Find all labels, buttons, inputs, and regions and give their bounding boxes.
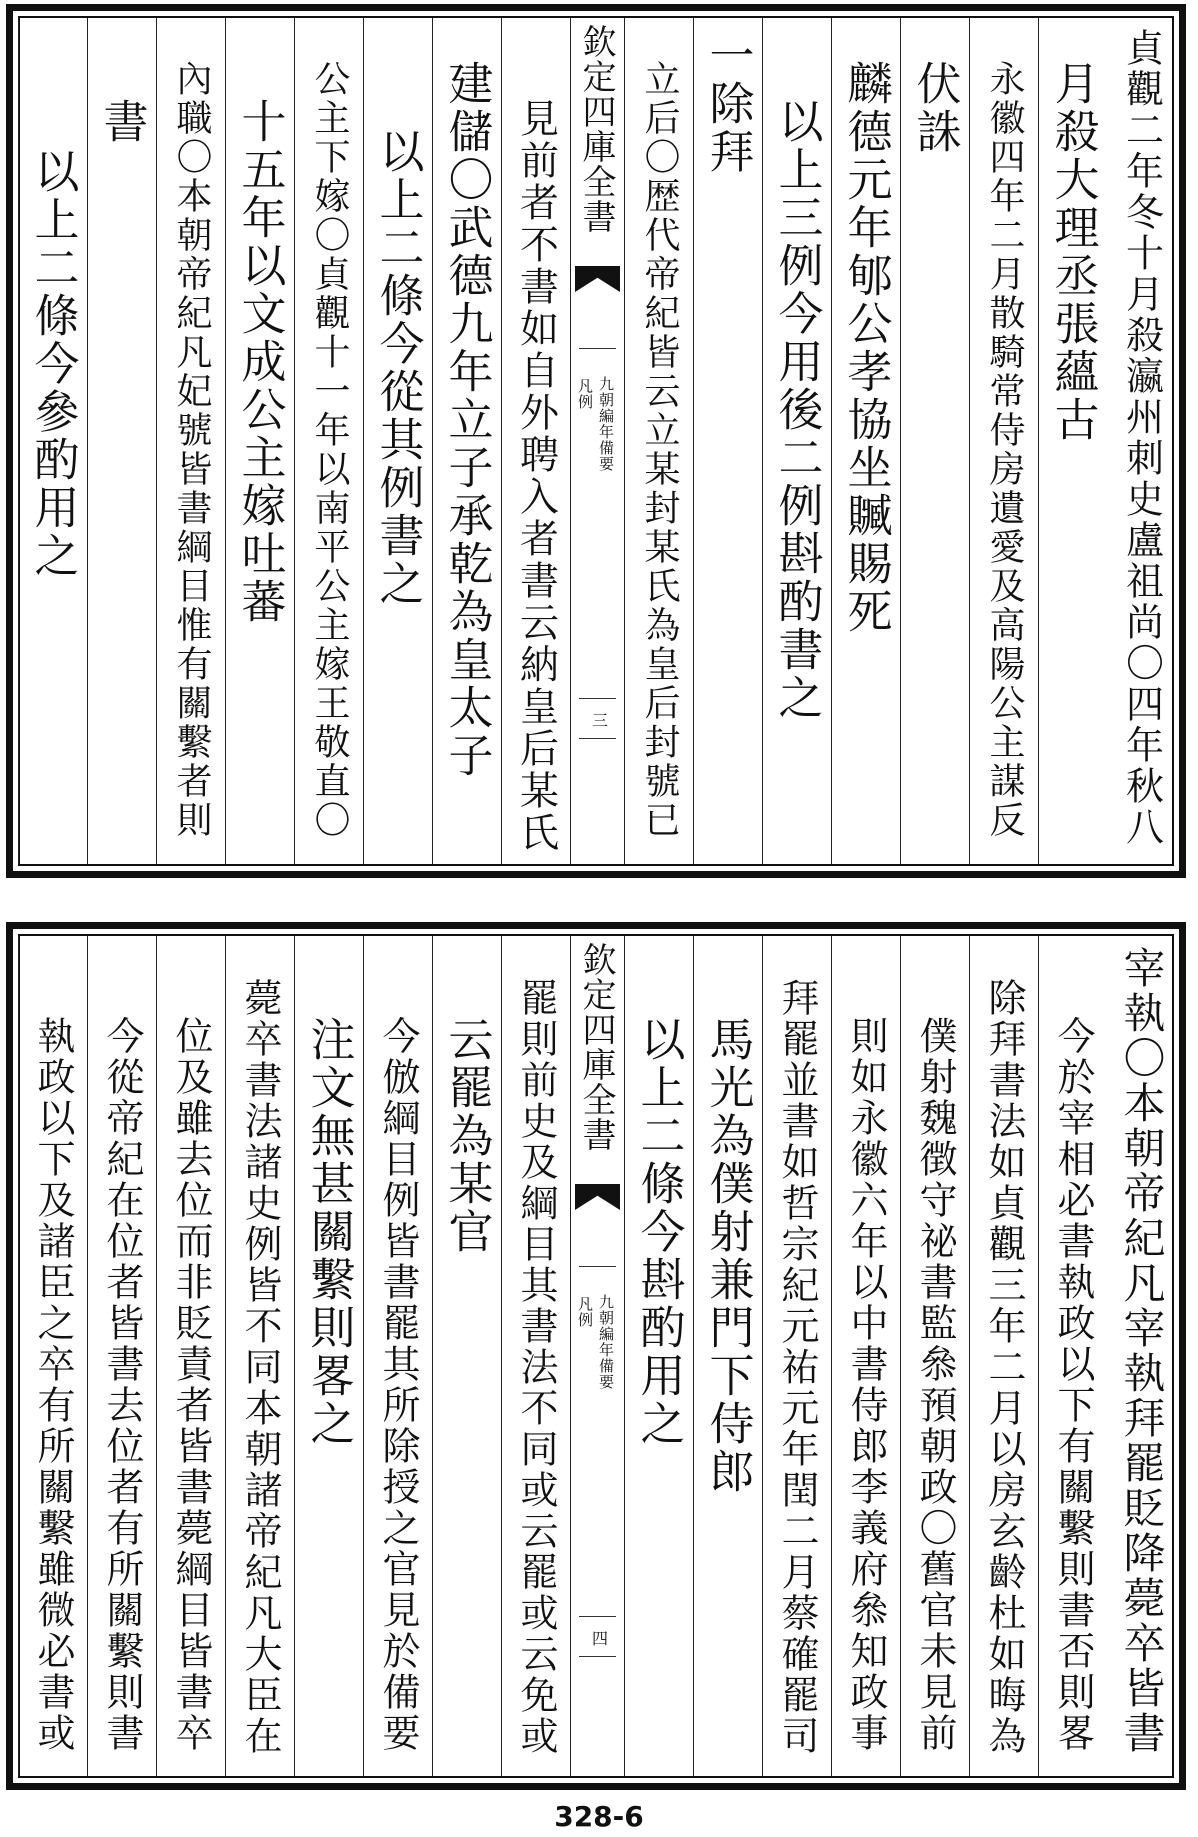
text-column (969, 18, 1038, 864)
fold-line (579, 1656, 616, 1657)
fold-line (579, 348, 616, 349)
text-column (900, 936, 969, 1776)
column-text: 建儲〇武德九年立子承乾為皇太子 (440, 60, 494, 780)
column-text: 內職〇本朝帝紀凡妃號皆書綱目惟有關繫者則 (171, 60, 212, 840)
column-text: 立后〇歴代帝紀皆云立某封某氏為皇后封號已 (639, 60, 680, 840)
footer-page-code: 328-6 (554, 1800, 644, 1833)
fold-line (579, 698, 616, 699)
column-text: 公主下嫁〇貞觀十一年以南平公主嫁王敬直〇 (309, 60, 350, 840)
text-column (1107, 18, 1176, 864)
top-page (6, 4, 1186, 878)
center-fold (570, 936, 624, 1776)
book-title: 欽定四庫全書 (576, 24, 616, 234)
bottom-page (6, 922, 1186, 1790)
text-column (501, 18, 570, 864)
page-number: 三 (592, 711, 609, 730)
top-page-frame (18, 16, 1174, 866)
text-column (624, 936, 693, 1776)
column-text: 以上二條今斟酌用之 (632, 1016, 686, 1448)
column-text: 云罷為某官 (440, 1016, 494, 1256)
text-column (225, 18, 294, 864)
fish-tail-mark (575, 1184, 620, 1210)
column-text: 拜罷並書如哲宗紀元祐元年閏二月蔡確罷司 (775, 978, 819, 1757)
text-column (363, 18, 432, 864)
fold-line (579, 1616, 616, 1617)
column-text: 宰執〇本朝帝紀凡宰執拜罷貶降薨卒皆書 (1117, 946, 1167, 1756)
column-text: 今從帝紀在位者皆書去位者有所關繫則書 (100, 1016, 144, 1754)
column-text: 位及雖去位而非貶責者皆書薨綱目皆書卒 (169, 1016, 213, 1754)
column-text: 僕射魏徴守祕書監叅預朝政〇舊官未見前 (913, 1016, 957, 1754)
text-column (18, 936, 87, 1776)
text-column (831, 936, 900, 1776)
text-column (762, 936, 831, 1776)
text-column (294, 936, 363, 1776)
text-column (156, 18, 225, 864)
text-column (693, 18, 762, 864)
column-text: 以上三例今用後二例斟酌書之 (770, 98, 824, 722)
column-text: 一除拜 (701, 32, 755, 176)
fold-line (579, 738, 616, 739)
text-column (225, 936, 294, 1776)
text-column (900, 18, 969, 864)
column-text: 以上二條今參酌用之 (26, 148, 80, 580)
text-column (762, 18, 831, 864)
column-text: 伏誅 (908, 60, 962, 156)
text-column (624, 18, 693, 864)
bottom-page-frame (18, 934, 1174, 1778)
book-title: 欽定四庫全書 (576, 942, 616, 1152)
text-column (18, 18, 87, 864)
fold-line (579, 1266, 616, 1267)
text-column (969, 936, 1038, 1776)
text-column (1107, 936, 1176, 1776)
section-name: 凡例 (576, 1296, 594, 1328)
column-text: 永徽四年二月散騎常侍房遺愛及高陽公主謀反 (984, 60, 1025, 840)
book-name: 九朝編年備要 (597, 376, 615, 472)
column-text: 十五年以文成公主嫁吐蕃 (233, 98, 287, 626)
text-column (87, 18, 156, 864)
column-text: 今於宰相必書執政以下有關繫則書否則畧 (1051, 1016, 1095, 1754)
text-column (831, 18, 900, 864)
section-name: 凡例 (576, 378, 594, 410)
text-column (87, 936, 156, 1776)
column-text: 罷則前史及綱目其書法不同或云罷或云免或 (514, 978, 558, 1757)
text-column (1038, 18, 1107, 864)
column-text: 麟德元年郇公孝協坐贓賜死 (839, 60, 893, 636)
center-fold (570, 18, 624, 864)
fish-tail-mark (575, 266, 620, 292)
text-column (156, 936, 225, 1776)
column-text: 則如永徽六年以中書侍郎李義府叅知政事 (844, 1016, 888, 1754)
column-text: 執政以下及諸臣之卒有所關繫雖微必書或 (31, 1016, 75, 1754)
column-text: 見前者不書如自外聘入者書云納皇后某氏 (513, 98, 559, 854)
column-text: 今倣綱目例皆書罷其所除授之官見於備要 (376, 1016, 420, 1754)
text-column (432, 18, 501, 864)
text-column (1038, 936, 1107, 1776)
text-column (363, 936, 432, 1776)
text-column (432, 936, 501, 1776)
column-text: 馬光為僕射兼門下侍郎 (701, 1016, 755, 1496)
column-text: 注文無甚關繫則畧之 (302, 1016, 356, 1448)
column-text: 除拜書法如貞觀三年二月以房玄齡杜如晦為 (982, 978, 1026, 1757)
text-column (501, 936, 570, 1776)
column-text: 月殺大理丞張蘊古 (1046, 60, 1100, 444)
text-column (693, 936, 762, 1776)
column-text: 以上二條今從其例書之 (371, 128, 425, 608)
book-name: 九朝編年備要 (597, 1294, 615, 1390)
column-text: 書 (95, 98, 149, 146)
column-text: 薨卒書法諸史例皆不同本朝諸帝紀凡大臣在 (238, 978, 282, 1757)
page-number: 四 (592, 1629, 609, 1648)
column-text: 貞觀二年冬十月殺瀛州刺史盧祖尚〇四年秋八 (1119, 28, 1164, 848)
text-column (294, 18, 363, 864)
